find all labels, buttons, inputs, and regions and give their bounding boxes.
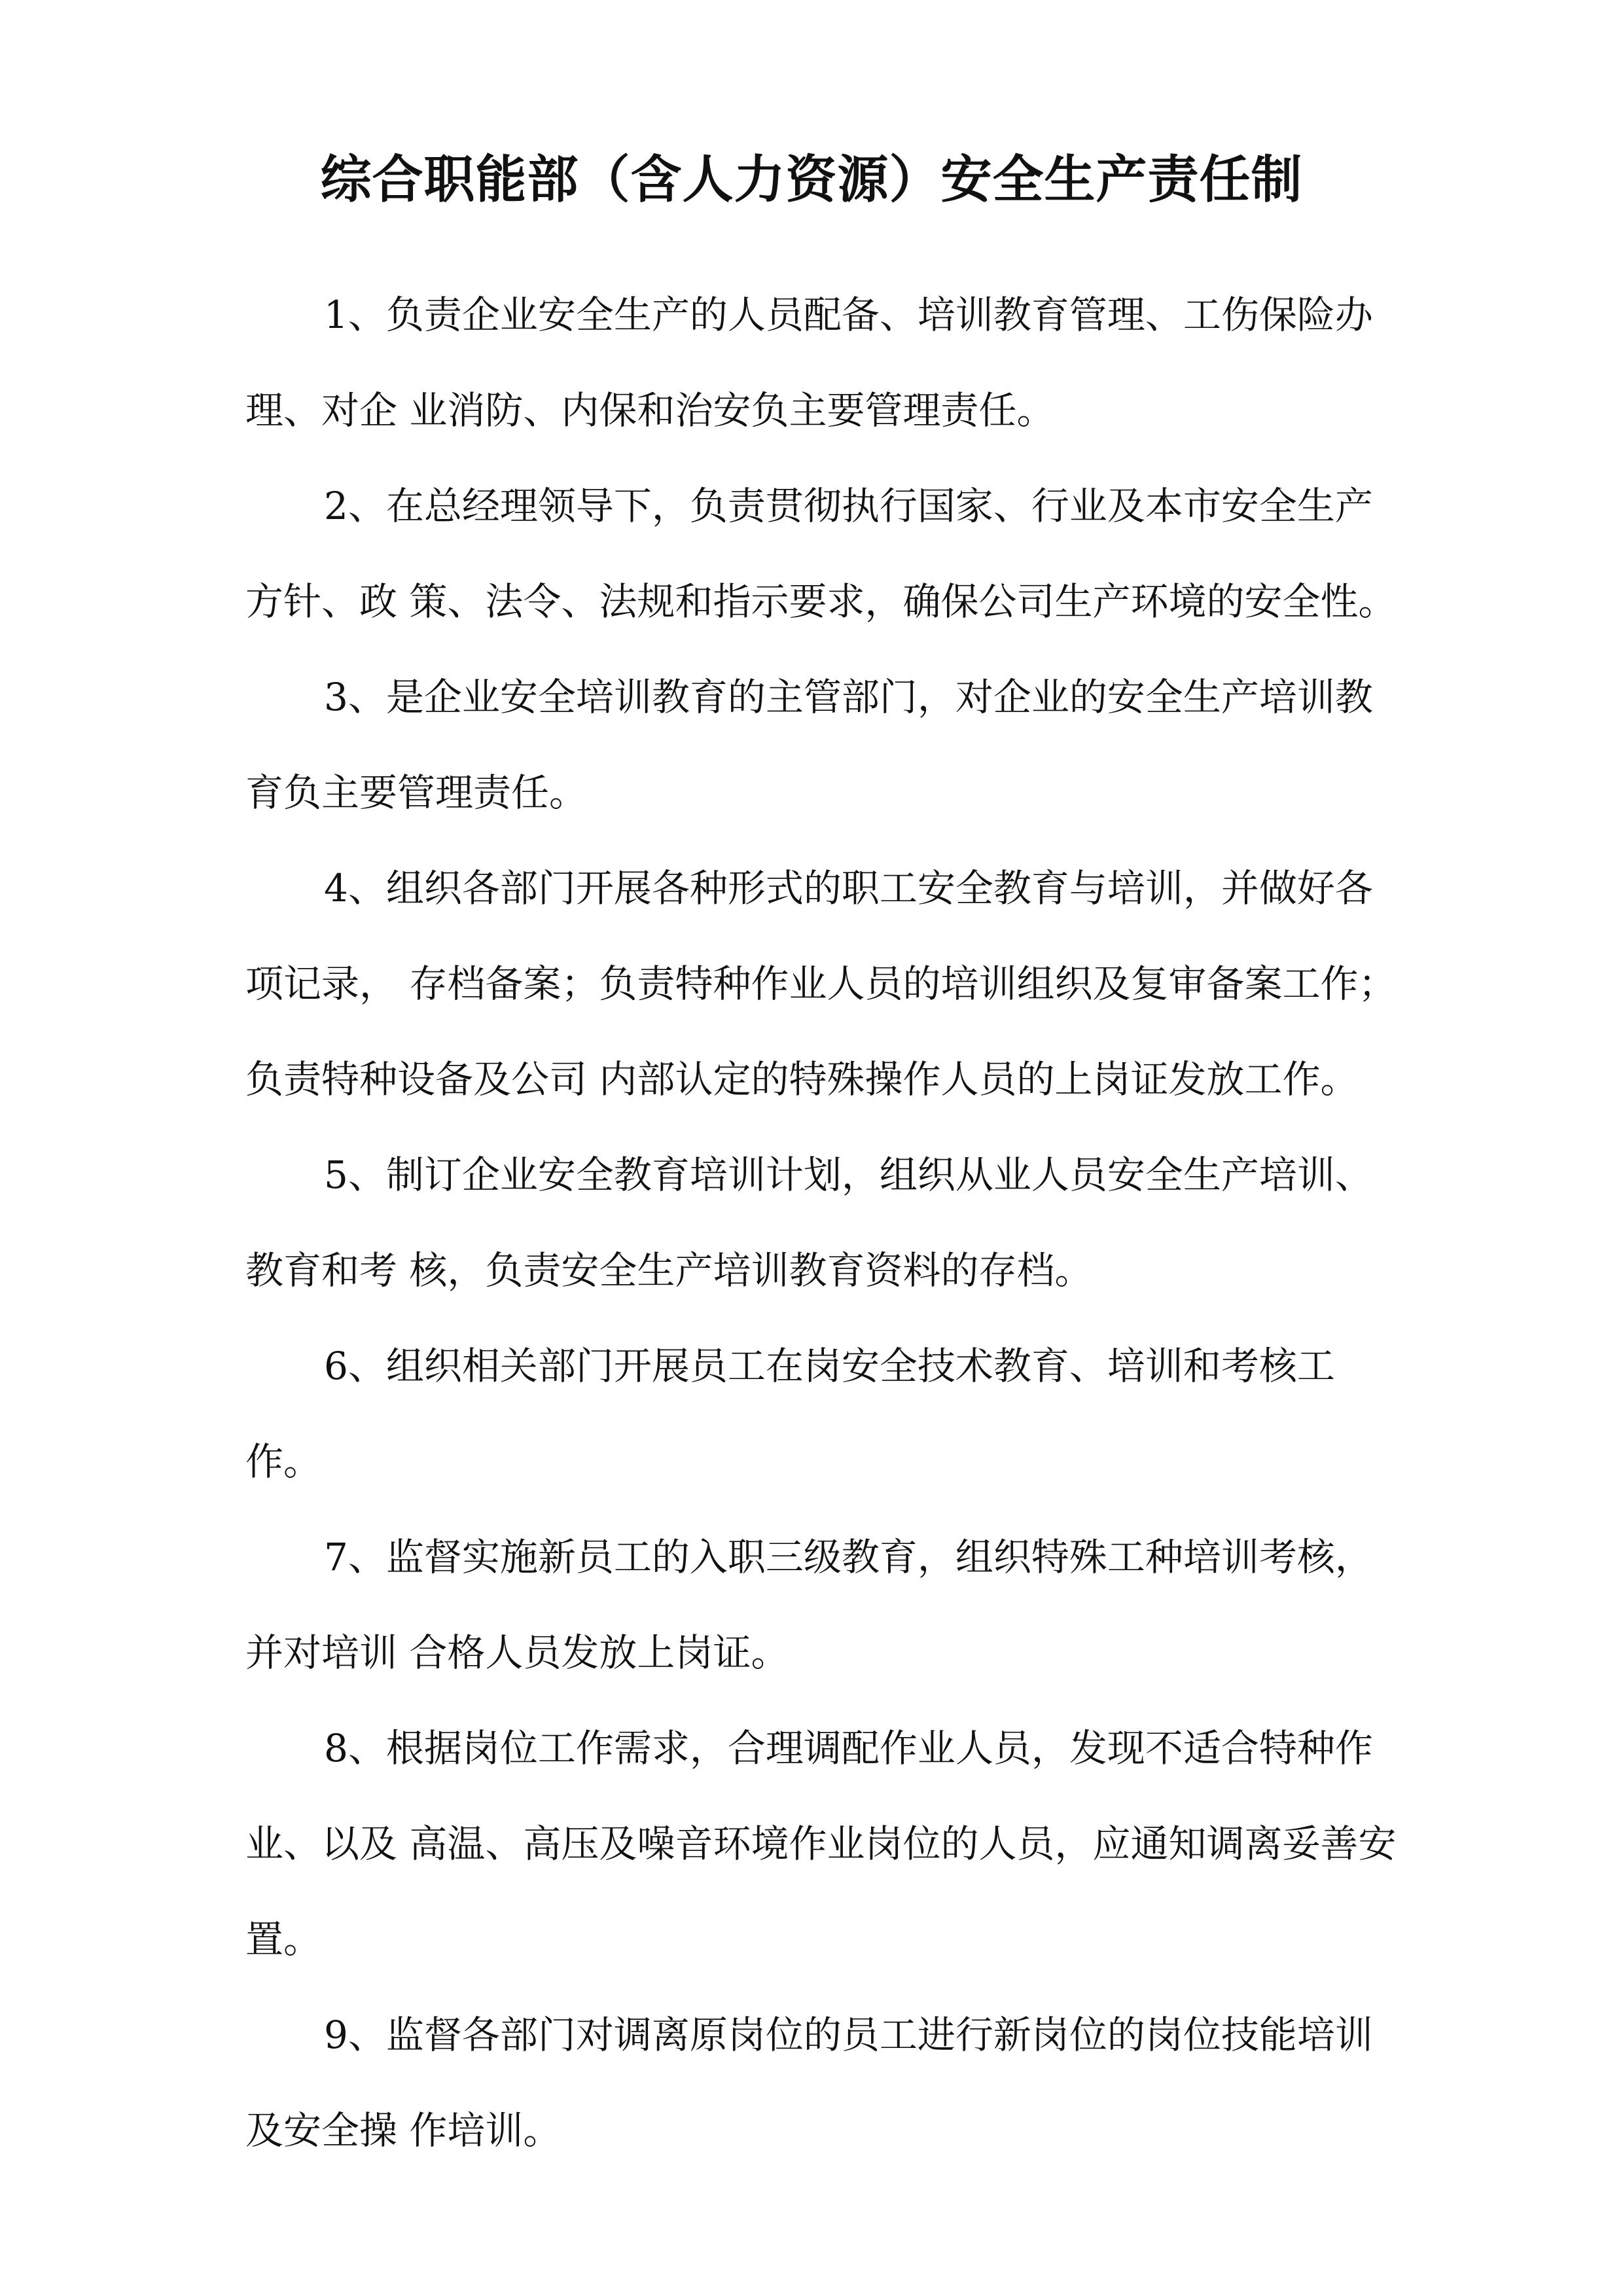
clause-9: 9、监督各部门对调离原岗位的员工进行新岗位的岗位技能培训及安全操 作培训。 (245, 2013, 1373, 2153)
clause-2: 2、在总经理领导下，负责贯彻执行国家、行业及本市安全生产方针、政 策、法令、法规和指示要求，确保公司生产环境的安全性。 (245, 484, 1397, 624)
document-title: 综合职能部（含人力资源）安全生产责任制 (320, 150, 1303, 209)
clause-4: 4、组织各部门开展各种形式的职工安全教育与培训，并做好各项记录， 存档备案；负责特种作业人员的培训组织及复审备案工作；负责特种设备及公司 内部认定的特殊操作人员的上岗证发放工作。 (245, 866, 1397, 1102)
clause-7: 7、监督实施新员工的入职三级教育，组织特殊工种培训考核，并对培训 合格人员发放上岗证。 (245, 1535, 1373, 1675)
clause-6: 6、组织相关部门开展员工在岗安全技术教育、培训和考核工作。 (245, 1344, 1335, 1484)
clause-1: 1、负责企业安全生产的人员配备、培训教育管理、工伤保险办理、对企 业消防、内保和治安负主要管理责任。 (245, 293, 1373, 433)
clause-8: 8、根据岗位工作需求，合理调配作业人员，发现不适合特种作业、以及 高温、高压及噪音环境作业岗位的人员，应通知调离妥善安置。 (245, 1726, 1397, 1962)
clause-3: 3、是企业安全培训教育的主管部门，对企业的安全生产培训教育负主要管理责任。 (245, 675, 1373, 815)
clause-list (245, 267, 1397, 2178)
clause-5: 5、制订企业安全教育培训计划，组织从业人员安全生产培训、教育和考 核，负责安全生产培训教育资料的存档。 (245, 1153, 1373, 1293)
